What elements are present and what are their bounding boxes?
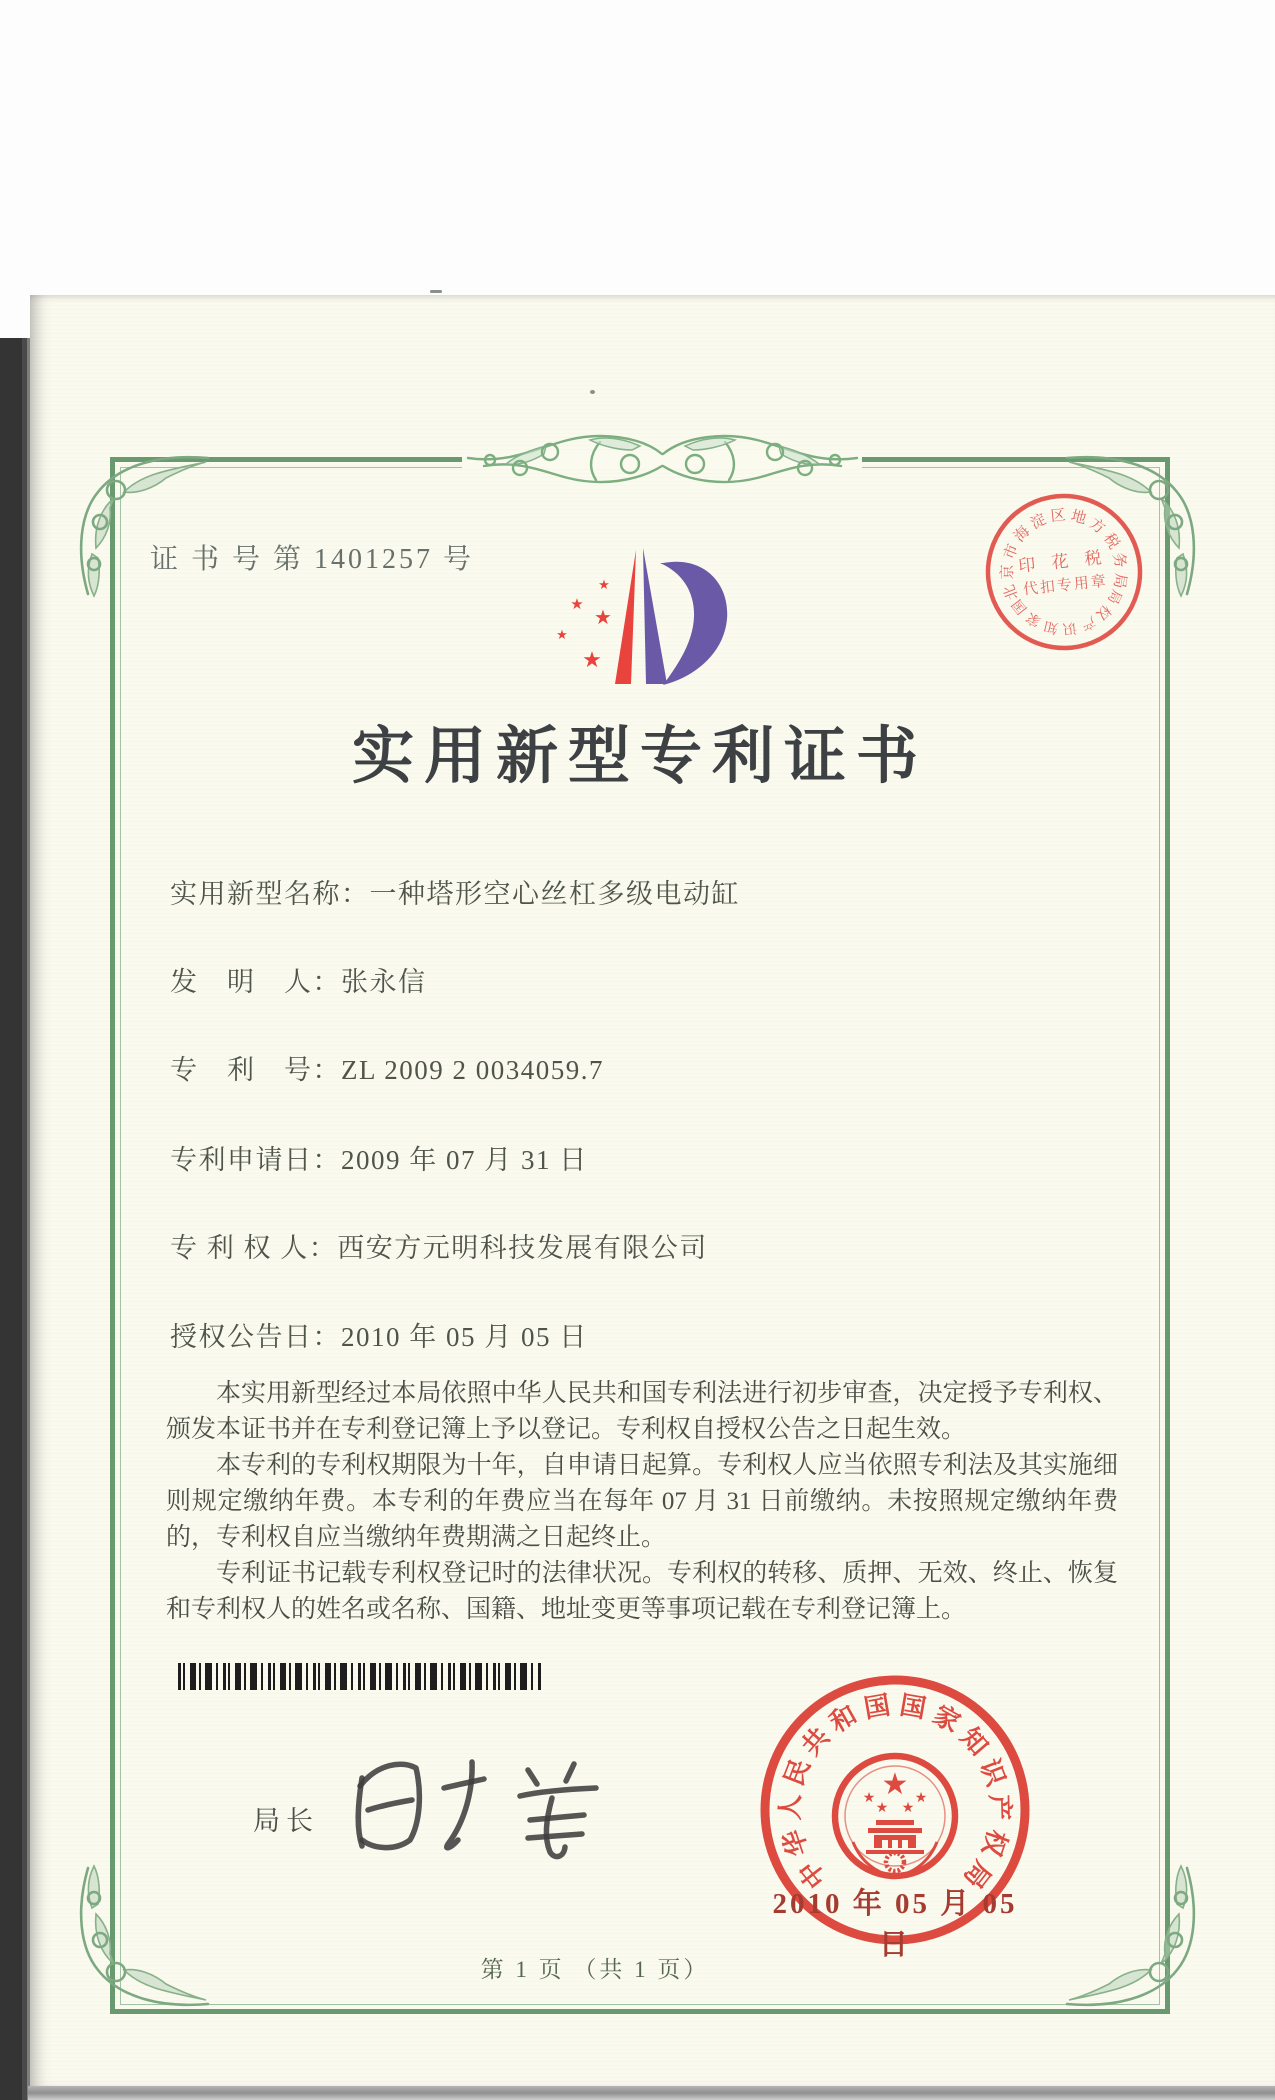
svg-text:民: 民	[779, 1755, 816, 1790]
svg-text:国: 国	[861, 1690, 893, 1724]
commissioner-label: 局长	[253, 1806, 319, 1836]
field-label: 实用新型名称：	[170, 879, 370, 909]
svg-text:共: 共	[796, 1722, 836, 1762]
svg-text:淀: 淀	[1028, 511, 1049, 533]
svg-text:区: 区	[1049, 507, 1067, 526]
field-utility-model-name	[170, 872, 740, 911]
scan-edge-band	[0, 338, 30, 2100]
field-value: 2010 年 05 月 05 日	[341, 1322, 588, 1352]
svg-text:家: 家	[928, 1700, 965, 1739]
star-icon: ★	[901, 1800, 915, 1816]
svg-text:产: 产	[984, 1794, 1015, 1821]
logo-red-spike	[615, 550, 636, 684]
svg-text:局: 局	[957, 1855, 997, 1894]
logo-purple-spike	[643, 548, 667, 684]
national-emblem	[835, 1756, 955, 1876]
svg-text:海: 海	[1011, 523, 1034, 546]
svg-text:京: 京	[1000, 564, 1016, 580]
field-inventor	[170, 960, 427, 999]
paragraph: 专利证书记载专利权登记时的法律状况。专利权的转移、质押、无效、终止、恢复和专利权人的姓名或名称、国籍、地址变更等事项记载在专利登记簿上。	[166, 1560, 1118, 1623]
commissioner-signature	[332, 1748, 617, 1863]
page-number: 第 1 页 （共 1 页）	[480, 1957, 710, 1982]
field-value: 一种塔形空心丝杠多级电动缸	[369, 879, 740, 909]
field-application-date	[170, 1138, 588, 1177]
svg-text:知: 知	[954, 1722, 994, 1762]
svg-text:局: 局	[1104, 586, 1124, 606]
logo-p-swoosh	[660, 562, 727, 685]
corner-flourish-bottom-right	[1057, 1858, 1217, 2018]
svg-text:知: 知	[1042, 617, 1060, 635]
svg-text:识: 识	[1062, 619, 1078, 636]
star-icon: ★	[582, 648, 602, 673]
star-icon: ★	[570, 595, 584, 613]
svg-text:市: 市	[1001, 542, 1022, 562]
scan-bottom-edge	[28, 2086, 1275, 2100]
corner-flourish-top-left	[58, 444, 218, 604]
svg-text:权: 权	[1092, 601, 1114, 622]
svg-text:税: 税	[1100, 530, 1122, 553]
scan-speck	[590, 390, 595, 394]
field-label: 专利申请日：	[170, 1145, 341, 1175]
svg-text:识: 识	[974, 1755, 1011, 1790]
svg-text:方: 方	[1086, 515, 1108, 538]
seal-date: 2010 年 05 月 05 日	[772, 1888, 1018, 1961]
certificate-title: 实用新型专利证书	[351, 723, 928, 791]
svg-text:北: 北	[1001, 582, 1022, 602]
field-label: 授权公告日：	[170, 1322, 341, 1352]
svg-text:产: 产	[1078, 612, 1098, 632]
paragraph: 本专利的专利权期限为十年，自申请日起算。专利权人应当依照专利法及其实施细则规定缴纳年费。本专利的年费应当在每年 07 月 31 日前缴纳。未按照规定缴纳年费的，专利权自应当缴纳年费期满之日起终止。	[166, 1452, 1118, 1551]
field-value: 张永信	[341, 967, 427, 997]
field-label: 专 利 号：	[170, 1055, 341, 1085]
star-icon: ★	[875, 1800, 889, 1816]
tax-stamp-seal	[973, 481, 1155, 663]
barcode	[178, 1663, 543, 1690]
svg-text:华: 华	[777, 1825, 814, 1860]
scan-speck	[430, 290, 442, 293]
field-patentee	[170, 1226, 708, 1265]
field-label: 发 明 人：	[170, 967, 341, 997]
field-patent-number	[170, 1048, 604, 1087]
field-value: 2009 年 07 月 31 日	[341, 1145, 588, 1175]
svg-text:权: 权	[976, 1825, 1013, 1860]
tax-stamp-line1: 印 花 税	[1017, 547, 1109, 576]
svg-text:和: 和	[825, 1700, 862, 1739]
field-grant-date	[170, 1315, 588, 1354]
cnipa-logo	[545, 537, 745, 689]
border-ornament	[450, 424, 875, 496]
svg-text:家: 家	[1024, 608, 1044, 629]
svg-text:局: 局	[1110, 572, 1129, 590]
star-icon: ★	[862, 1790, 876, 1806]
svg-text:地: 地	[1069, 508, 1088, 528]
svg-text:务: 务	[1109, 551, 1129, 570]
svg-text:国: 国	[1010, 596, 1031, 617]
star-icon: ★	[914, 1790, 928, 1806]
legal-text	[166, 1376, 1118, 1628]
star-icon: ★	[881, 1767, 909, 1802]
svg-text:人: 人	[775, 1794, 806, 1821]
field-value: 西安方元明科技发展有限公司	[337, 1233, 708, 1263]
star-icon: ★	[594, 605, 612, 629]
paragraph: 本实用新型经过本局依照中华人民共和国专利法进行初步审查，决定授予专利权、颁发本证书并在专利登记簿上予以登记。专利权自授权公告之日起生效。	[166, 1380, 1118, 1443]
certificate-number: 证 书 号 第 1401257 号	[150, 544, 475, 575]
corner-flourish-bottom-left	[58, 1858, 218, 2018]
star-icon: ★	[556, 628, 568, 643]
star-icon: ★	[598, 578, 610, 593]
tax-stamp-line2: 代扣专用章	[1022, 573, 1109, 599]
svg-text:中: 中	[793, 1855, 833, 1894]
field-value: ZL 2009 2 0034059.7	[341, 1055, 604, 1085]
svg-text:国: 国	[897, 1690, 929, 1724]
field-label: 专 利 权 人：	[170, 1233, 338, 1263]
